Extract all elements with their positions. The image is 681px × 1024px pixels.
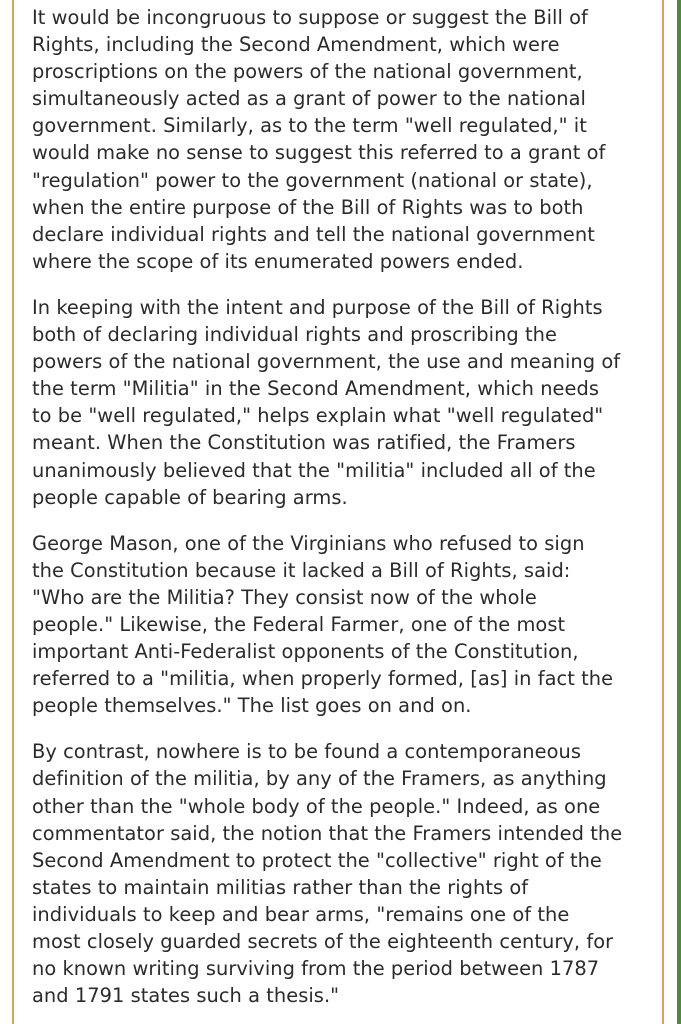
text-line: "Who are the Militia? They consist now of the whole xyxy=(32,585,537,609)
paragraph-2 xyxy=(32,294,668,511)
text-line: important Anti-Federalist opponents of the Constitution, xyxy=(32,640,579,664)
text-line: the term "Militia" in the Second Amendment, which needs xyxy=(32,377,599,401)
text-line: proscriptions on the powers of the national government, xyxy=(32,60,583,84)
text-line: Rights, including the Second Amendment, which were xyxy=(32,33,560,57)
text-line: definition of the militia, by any of the Framers, as anything xyxy=(32,767,607,791)
text-line: people capable of bearing arms. xyxy=(32,485,348,509)
text-line: both of declaring individual rights and proscribing the xyxy=(32,323,557,347)
text-line: would make no sense to suggest this referred to a grant of xyxy=(32,141,606,165)
text-line: most closely guarded secrets of the eighteenth century, for xyxy=(32,930,614,953)
paragraph-3 xyxy=(32,530,668,720)
paragraph-1 xyxy=(32,4,668,275)
text-line: when the entire purpose of the Bill of Rights was to both xyxy=(32,195,584,219)
text-line: simultaneously acted as a grant of power to the national xyxy=(32,87,586,111)
text-line: government. Similarly, as to the term "well regulated," it xyxy=(32,114,587,138)
text-line: In keeping with the intent and purpose of the Bill of Rights xyxy=(32,295,603,319)
text-line: where the scope of its enumerated powers ended. xyxy=(32,249,524,273)
text-line: It would be incongruous to suppose or suggest the Bill of xyxy=(32,6,588,29)
text-line: powers of the national government, the use and meaning of xyxy=(32,350,621,374)
text-line: George Mason, one of the Virginians who refused to sign xyxy=(32,531,585,555)
paragraph-4 xyxy=(32,738,668,1009)
text-line: referred to a "militia, when properly formed, [as] in fact the xyxy=(32,667,614,691)
text-line: individuals to keep and bear arms, "remains one of the xyxy=(32,902,570,926)
text-line: people themselves." The list goes on and on. xyxy=(32,694,472,718)
text-line: states to maintain militias rather than the rights of xyxy=(32,875,529,899)
text-line: declare individual rights and tell the national government xyxy=(32,222,595,246)
text-line: meant. When the Constitution was ratified, the Framers xyxy=(32,431,576,455)
text-line: By contrast, nowhere is to be found a contemporaneous xyxy=(32,740,581,764)
text-line: Second Amendment to protect the "collective" right of the xyxy=(32,848,602,872)
text-line: other than the "whole body of the people." Indeed, as one xyxy=(32,794,601,818)
text-line: people." Likewise, the Federal Farmer, one of the most xyxy=(32,612,566,636)
text-line: no known writing surviving from the period between 1787 xyxy=(32,957,600,981)
text-line: "regulation" power to the government (national or state), xyxy=(32,168,593,192)
edge-accent-bar xyxy=(677,0,681,1024)
text-line: commentator said, the notion that the Framers intended the xyxy=(32,821,623,845)
text-line: the Constitution because it lacked a Bill of Rights, said: xyxy=(32,558,571,582)
article-body xyxy=(32,4,668,1024)
text-line: and 1791 states such a thesis." xyxy=(32,984,340,1008)
text-line: unanimously believed that the "militia" included all of the xyxy=(32,458,596,482)
text-line: to be "well regulated," helps explain what "well regulated" xyxy=(32,404,604,428)
